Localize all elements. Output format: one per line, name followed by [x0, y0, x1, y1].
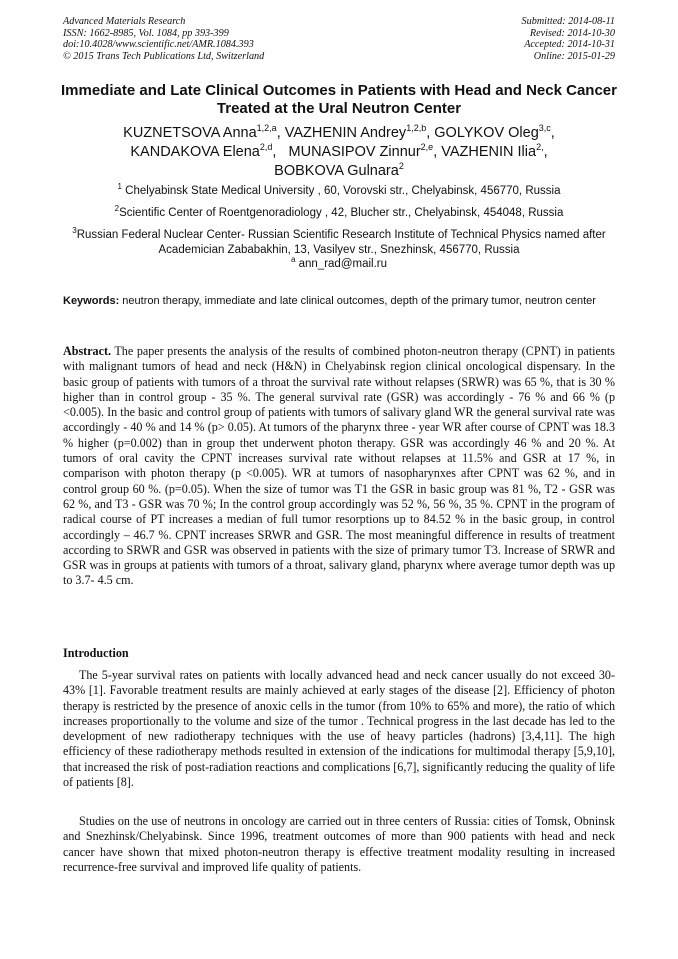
journal-doi: doi:10.4028/www.scientific.net/AMR.1084.393	[63, 39, 254, 51]
author-line-2: KANDAKOVA Elena$^{2,d}$, MUNASIPOV Zinnur$^{2,e}$, VAZHENIN Ilia$^{2,}$,	[130, 142, 548, 160]
author-affil-mark: 1,2,a	[256, 123, 277, 133]
author-name: MUNASIPOV Zinnur	[288, 144, 421, 160]
author-affil-mark: 2,e	[420, 142, 434, 152]
journal-copyright: © 2015 Trans Tech Publications Ltd, Switzerland	[63, 50, 265, 62]
author-list	[40, 124, 638, 181]
author-affil-mark: 2	[398, 161, 404, 171]
author-name: VAZHENIN Ilia	[441, 144, 537, 160]
date-online: Online: 2015-01-29	[533, 50, 615, 62]
author-name: KUZNETSOVA Anna	[123, 125, 257, 141]
intro-paragraph-1: The 5-year survival rates on patients with locally advanced head and neck cancer usually do not exceed 30-43% [1]. Favorable treatment results are mainly achieved at early stages of the disease [2]. Efficiency of photon therapy is restricted by the presence of anoxic cells in the tumor (from 10% to 65% and more), the ratio of which increases proportionally to the volume and size of the tumor . Technical progress in the last decade has led to the development of new radiotherapy techniques with the use of heavy particles (hadrons) [3,4,11]. The high efficiency of these radiotherapy methods resulted in extension of the indications for multimodal therapy [5,9,10], that increased the risk of post-radiation reactions and complications [6,7], significantly reducing the quality of life of patients [8].	[63, 668, 615, 790]
intro-paragraph-2: Studies on the use of neutrons in oncology are carried out in three centers of Russia: cities of Tomsk, Obninsk and Snezhinsk/Chelyabinsk. Since 1996, treatment outcomes of more than 900 patients with head and neck cancer have shown that mixed photon-neutron therapy is effective treatment modality resulting in increased recurrence-free survival and improved life quality of patients.	[63, 814, 615, 874]
journal-issn: ISSN: 1662-8985, Vol. 1084, pp 393-399	[63, 27, 229, 39]
author-name: KANDAKOVA Elena	[130, 144, 260, 160]
author-affil-mark: 2,d	[259, 142, 273, 152]
submission-dates	[522, 16, 615, 62]
author-affil-mark: 1,2,b	[406, 123, 427, 133]
author-affil-mark: 2,	[536, 142, 544, 152]
section-heading-introduction: Introduction	[63, 646, 129, 660]
date-submitted: Submitted: 2014-08-11	[521, 16, 615, 27]
author-line-1: KUZNETSOVA Anna$^{1,2,a}$, VAZHENIN Andrey$^{1,2,b}$, GOLYKOV Oleg$^{3,c}$,	[123, 123, 555, 141]
date-accepted: Accepted: 2014-10-31	[524, 39, 615, 51]
author-name: GOLYKOV Oleg	[434, 125, 539, 141]
abstract-text: The paper presents the analysis of the results of combined photon-neutron therapy (CPNT) in patients with malignant tumors of head and neck (H&N) in Chelyabinsk region clinical oncological dispensary. In the basic group of patients with tumors of a throat the survival rate without relapses (SRWR) was 65 %, that is 30 % higher than in control group - 35 %. The general survival rate (GSR) was accordingly - 76 % and 66 % (p <0.005). In the basic and control group of patients with tumors of salivary gland WR the general survival rate was accordingly - 40 % and 14 % (p> 0.05). At tumors of the pharynx three - year WR after course of CPNT was 18.3 % higher (p=0.002) than in group thet underwent photon therapy. GSR was accordingly 46 % and 20 %. At tumors of oral cavity the CPNT increases survival rate without relapses at 11.5% and GSR at 17 %, in comparison with photon therapy (p <0.005). WR at tumors of nasopharynxes after CPNT was 62 %, and in control group 60 %. (p=0.05). When the size of tumor was T1 the GSR in basic group was 81 %, T2 - GSR was 62 %, and T3 - GSR was 70 %; In the control group accordingly was 52 %, 56 %, 35 %. CPNT in the program of radical course of PT increases a median of full tumor resorptions up to 84.52 % in the basic group, in control accordingly – 46.7 %. CPNT increases SRWR and GSR. The most meaningful difference in results of treatment according to SRWR and GSR was observed in patients with the size of primary tumor T3. Increase of SRWR and GSR was in groups at patients with tumors of a throat, salivary gland, pharynx where average tumor depth was up to 3.7- 4.5 cm.	[63, 344, 615, 588]
author-name: VAZHENIN Andrey	[284, 125, 407, 141]
author-affil-mark: 3,c	[538, 123, 551, 133]
affiliation-2: $^2$Scientific Center of Roentgenoradiology , 42, Blucher str., Chelyabinsk, 454048, Russia	[114, 204, 564, 219]
author-name: BOBKOVA Gulnara	[274, 163, 399, 179]
keywords	[63, 294, 615, 309]
journal-info	[63, 16, 264, 62]
journal-name: Advanced Materials Research	[63, 16, 186, 27]
affiliation-3: $^3$Russian Federal Nuclear Center- Russian Scientific Research Institute of Technical Physics named after Academician Zababakhin, 13, Vasilyev str., Snezhinsk, 456770, Russia	[72, 226, 606, 256]
date-revised: Revised: 2014-10-30	[529, 27, 615, 39]
contact-email: $^a$ ann_rad@mail.ru	[290, 255, 388, 270]
keywords-text: neutron therapy, immediate and late clinical outcomes, depth of the primary tumor, neutron center	[119, 295, 596, 307]
author-line-3	[40, 162, 638, 181]
abstract-label: Abstract.	[63, 344, 112, 358]
abstract	[63, 344, 615, 589]
affiliation-1: $^1$ Chelyabinsk State Medical University , 60, Vorovski str., Chelyabinsk, 456770, Russia	[117, 182, 561, 197]
keywords-label: Keywords:	[63, 295, 120, 307]
paper-title: Immediate and Late Clinical Outcomes in Patients with Head and Neck Cancer Treated at the Ural Neutron Center	[61, 82, 617, 117]
